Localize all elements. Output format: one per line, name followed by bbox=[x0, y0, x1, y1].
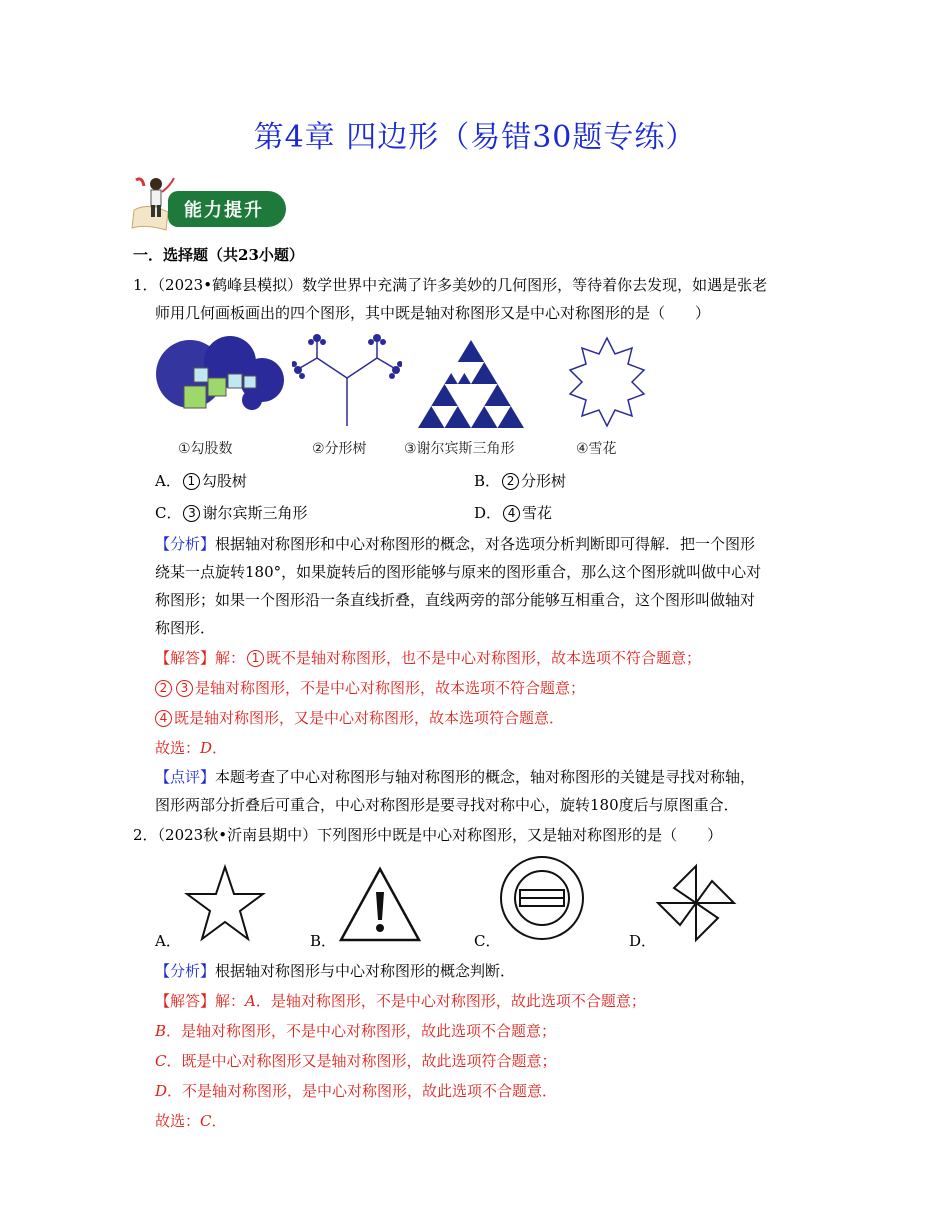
q2-choice: 故选：C． bbox=[155, 1112, 227, 1130]
q2-stem: 2．（2023秋•沂南县期中）下列图形中既是中心对称图形，又是轴对称图形的是（ ） bbox=[133, 826, 723, 844]
q2-answer-c: C．既是中心对称图形又是轴对称图形，故此选项符合题意； bbox=[155, 1052, 557, 1070]
q1-analysis-line2: 绕某一点旋转180°，如果旋转后的图形能够与原来的图形重合，那么这个图形就叫做中心对 bbox=[155, 563, 762, 581]
q1-analysis-line4: 称图形． bbox=[155, 619, 216, 637]
circled-number: 3 bbox=[176, 680, 193, 697]
q1-option-b: B． 2 分形树 bbox=[474, 472, 567, 490]
section-heading: 一．选择题（共23小题） bbox=[133, 246, 304, 264]
q1-option-a: A． 1 勾股树 bbox=[155, 472, 247, 490]
pinwheel-figure bbox=[654, 862, 738, 944]
q1-caption-2: ②分形树 bbox=[312, 441, 367, 457]
badge-label: 能力提升 bbox=[184, 200, 264, 221]
q2-label-a: A． bbox=[155, 932, 181, 950]
q2-answer-b: B．是轴对称图形，不是中心对称图形，故此选项不合题意； bbox=[155, 1022, 557, 1040]
q1-option-c: C． 3 谢尔宾斯三角形 bbox=[155, 504, 308, 522]
star-figure bbox=[184, 864, 266, 944]
circled-number: 2 bbox=[155, 680, 172, 697]
q1-stem-line1: 1．（2023•鹤峰县模拟）数学世界中充满了许多美妙的几何图形，等待着你去发现，如遇是张老 bbox=[133, 276, 768, 294]
warning-triangle-figure bbox=[338, 866, 422, 944]
q2-label-d: D． bbox=[629, 932, 657, 950]
q1-caption-4: ④雪花 bbox=[576, 441, 617, 457]
q2-answer-d: D．不是轴对称图形，是中心对称图形，故此选项不合题意． bbox=[155, 1082, 558, 1100]
koch-snowflake-figure bbox=[552, 334, 662, 430]
q1-analysis-line3: 称图形；如果一个图形沿一条直线折叠，直线两旁的部分能够互相重合，这个图形叫做轴对 bbox=[155, 591, 756, 609]
sierpinski-triangle-figure bbox=[416, 338, 526, 430]
q1-review-line2: 图形两部分折叠后可重合，中心对称图形是要寻找对称中心，旋转180度后与原图重合． bbox=[155, 796, 739, 814]
ability-badge bbox=[128, 172, 288, 236]
q2-label-c: C． bbox=[474, 932, 501, 950]
q1-answer-line2: 2 3 是轴对称图形，不是中心对称图形，故本选项不符合题意； bbox=[153, 677, 585, 699]
pythagoras-tree-figure bbox=[150, 334, 290, 420]
circled-number: 1 bbox=[183, 473, 200, 490]
page-title: 第4章 四边形（易错30题专练） bbox=[253, 120, 697, 155]
q2-label-b: B． bbox=[310, 932, 337, 950]
q1-answer-line3: 4 既是轴对称图形，又是中心对称图形，故本选项符合题意． bbox=[153, 707, 564, 729]
circled-number: 1 bbox=[247, 650, 264, 667]
q1-review-line1: 【点评】本题考查了中心对称图形与轴对称图形的概念，轴对称图形的关键是寻找对称轴， bbox=[155, 768, 756, 786]
fractal-tree-figure bbox=[292, 330, 402, 430]
q1-analysis-line1: 【分析】根据轴对称图形和中心对称图形的概念，对各选项分析判断即可得解．把一个图形 bbox=[155, 535, 756, 553]
q1-caption-1: ①勾股数 bbox=[178, 441, 233, 457]
q1-caption-3: ③谢尔宾斯三角形 bbox=[404, 441, 515, 457]
q1-stem-line2: 师用几何画板画出的四个图形，其中既是轴对称图形又是中心对称图形的是（ ） bbox=[155, 304, 711, 322]
q1-option-d: D． 4 雪花 bbox=[474, 504, 553, 522]
q2-answer-a: 【解答】解：A．是轴对称图形，不是中心对称图形，故此选项不合题意； bbox=[155, 992, 646, 1010]
q1-choice: 故选：D． bbox=[155, 739, 228, 757]
q1-answer-line1: 【解答】解： 1 既不是轴对称图形，也不是中心对称图形，故本选项不符合题意； bbox=[155, 649, 702, 667]
circled-number: 2 bbox=[502, 473, 519, 490]
no-entry-circle-figure bbox=[498, 852, 586, 944]
q2-analysis: 【分析】根据轴对称图形与中心对称图形的概念判断． bbox=[155, 962, 516, 980]
circled-number: 3 bbox=[183, 505, 200, 522]
circled-number: 4 bbox=[503, 505, 520, 522]
circled-number: 4 bbox=[155, 710, 172, 727]
